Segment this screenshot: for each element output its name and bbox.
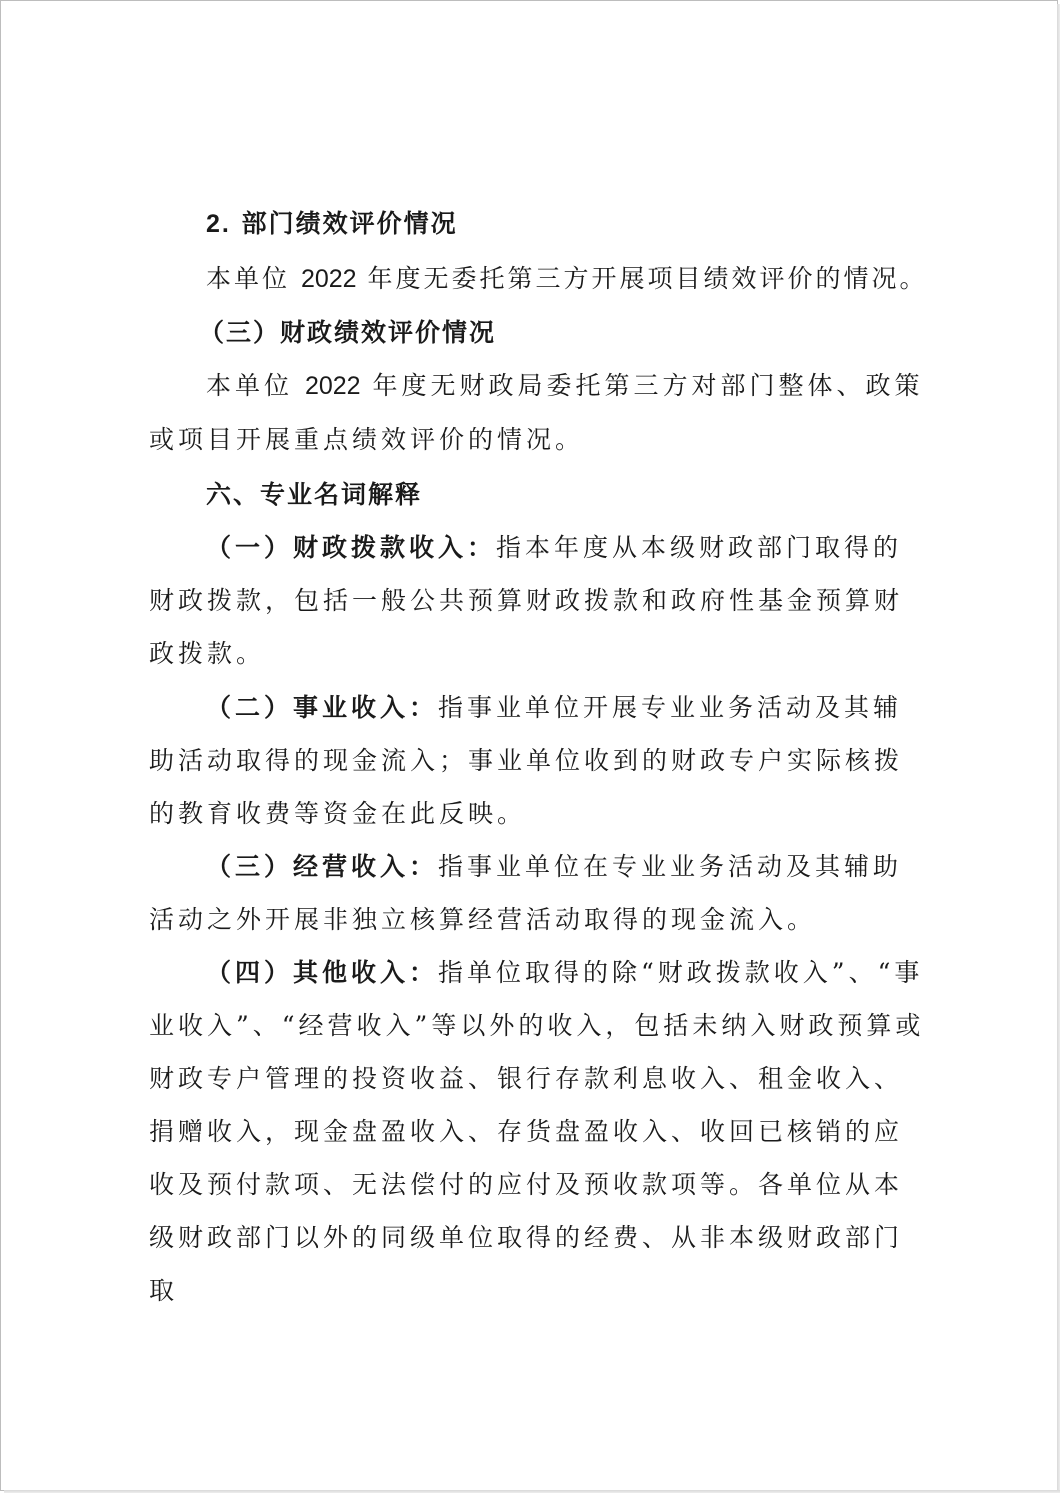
term-text: 指单位取得的除“财政拨款收入”、“事业收入”、“经营收入”等以外的收入，包括未纳入财政预算或财政专户管理的投资收益、银行存款利息收入、租金收入、捐赠收入，现金盘盈收入、存货盘盈收入、收回已核销的应收及预付款项、无法偿付的应付及预收款项等。各单位从本级财政部门以外的同级单位取得的经费、从非本级财政部门取 <box>149 958 925 1305</box>
text-segment: 年度无委托第三方开展项目绩效评价的情况。 <box>367 264 928 293</box>
year-value: 2022 <box>304 372 361 400</box>
text-segment: 本单位 <box>206 371 294 400</box>
document-body <box>149 197 929 1317</box>
term-text: 指本年度从本级财政部门取得的财政拨款，包括一般公共预算财政拨款和政府性基金预算财政拨款。 <box>149 533 904 668</box>
year-value: 2022 <box>300 265 357 293</box>
section-heading-3: （三）财政绩效评价情况 <box>199 318 497 347</box>
paragraph-finance-evaluation <box>149 359 929 466</box>
term-label: （一）财政拨款收入： <box>206 533 497 562</box>
term-label: （三）经营收入： <box>206 852 439 881</box>
section-heading-2 <box>149 197 929 251</box>
term-definition-4 <box>149 946 929 1317</box>
section-title: 部门绩效评价情况 <box>241 209 458 238</box>
text-segment: 本单位 <box>206 264 291 293</box>
section-number: 2. <box>206 210 231 238</box>
term-text: 指事业单位开展专业业务活动及其辅助活动取得的现金流入；事业单位收到的财政专户实际核拨的教育收费等资金在此反映。 <box>149 693 904 828</box>
term-definition-3 <box>149 840 929 946</box>
term-label: （二）事业收入： <box>206 693 439 722</box>
section-heading-6: 六、专业名词解释 <box>206 480 423 509</box>
text-segment: 年度无财政局委托第三方对部门整体、政策或项目开展重点绩效评价的情况。 <box>149 371 924 454</box>
term-label: （四）其他收入： <box>206 958 439 987</box>
term-text: 指事业单位在专业业务活动及其辅助活动之外开展非独立核算经营活动取得的现金流入。 <box>149 852 903 934</box>
paragraph-dept-evaluation <box>149 252 929 306</box>
term-definition-2 <box>149 681 929 840</box>
term-definition-1 <box>149 521 929 680</box>
